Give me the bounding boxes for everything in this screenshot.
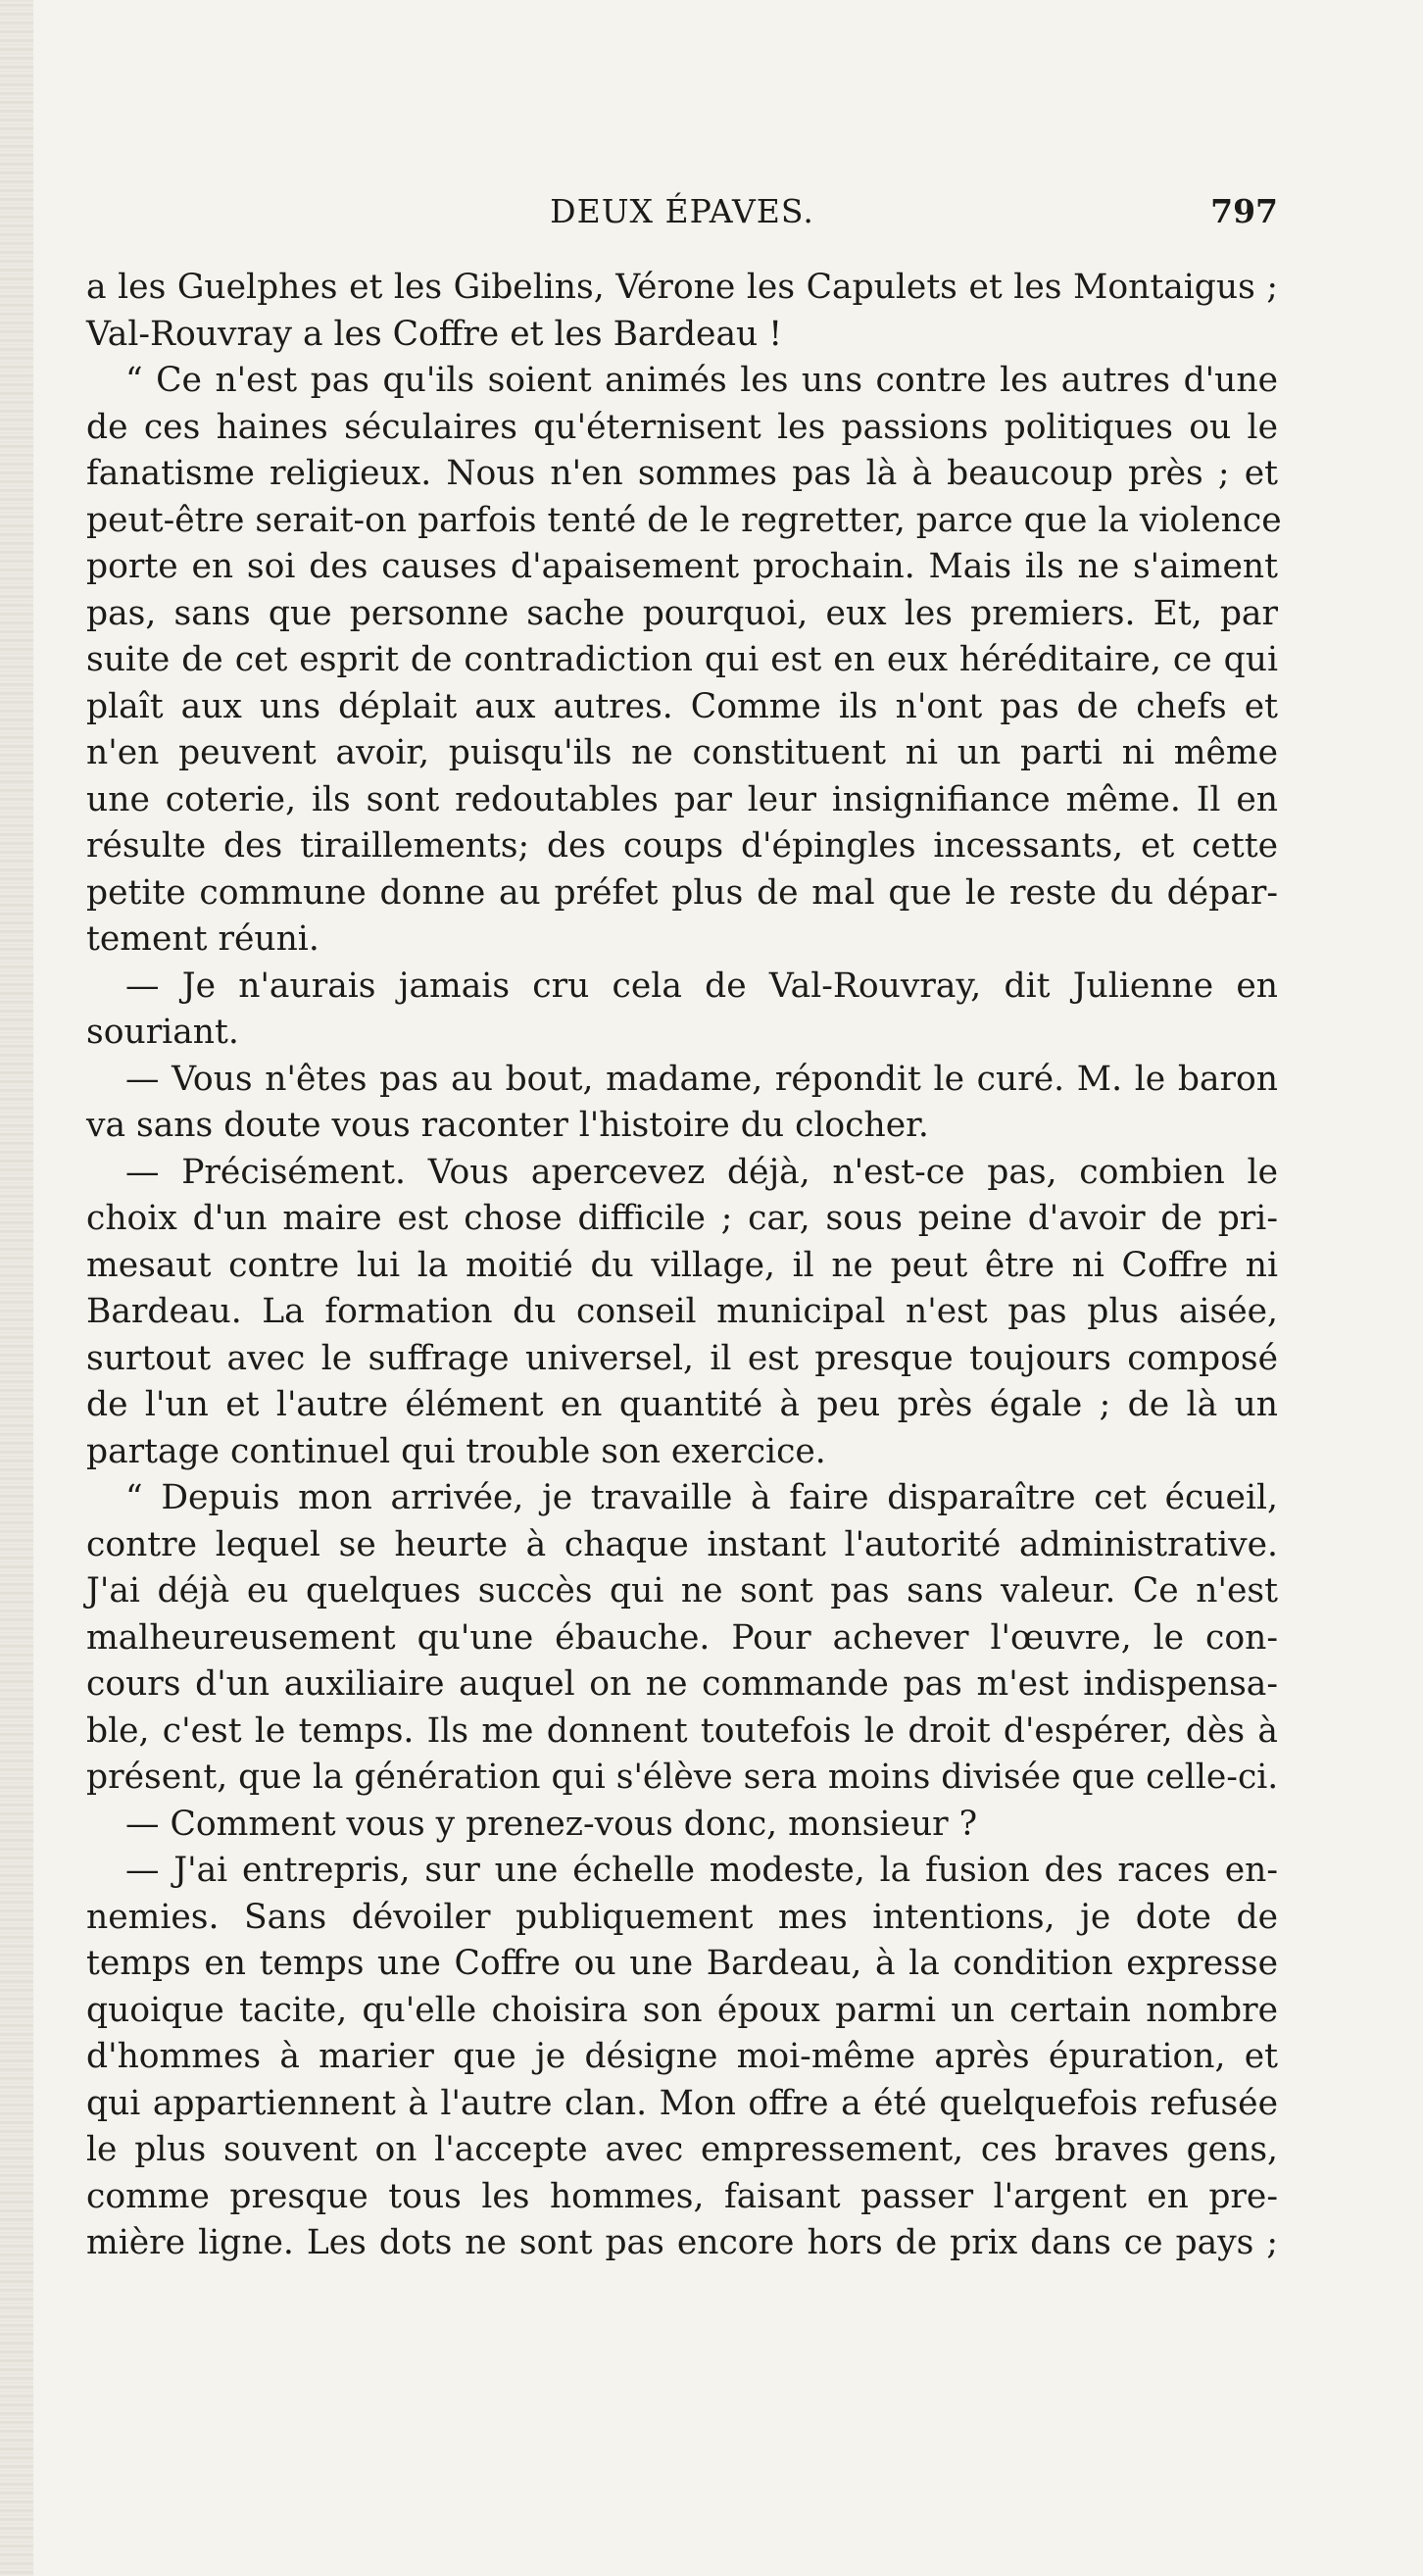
page-number: 797 bbox=[1210, 192, 1278, 230]
running-title: DEUX ÉPAVES. bbox=[550, 192, 814, 230]
text-line: de ces haines séculaires qu'éternisent les passions politiques ou le bbox=[86, 407, 1278, 447]
text-line: — Vous n'êtes pas au bout, madame, répondit le curé. M. le baron bbox=[125, 1059, 1278, 1099]
body-text bbox=[86, 265, 1282, 2267]
text-line: tement réuni. bbox=[86, 919, 319, 959]
text-line: “ Depuis mon arrivée, je travaille à faire disparaître cet écueil, bbox=[125, 1478, 1278, 1517]
text-line: souriant. bbox=[86, 1013, 239, 1052]
text-line: — J'ai entrepris, sur une échelle modeste, la fusion des races en- bbox=[125, 1851, 1278, 1890]
text-line: peut-être serait-on parfois tenté de le regretter, parce que la violence bbox=[86, 500, 1282, 540]
text-line: plaît aux uns déplait aux autres. Comme ils n'ont pas de chefs et bbox=[86, 686, 1278, 726]
text-line: — Je n'aurais jamais cru cela de Val-Rouvray, dit Julienne en bbox=[125, 966, 1278, 1006]
text-line: malheureusement qu'une ébauche. Pour achever l'œuvre, le con- bbox=[86, 1617, 1278, 1658]
text-line: cours d'un auxiliaire auquel on ne commande pas m'est indispensa- bbox=[86, 1664, 1278, 1704]
text-line: mière ligne. Les dots ne sont pas encore hors de prix dans ce pays ; bbox=[86, 2223, 1278, 2262]
text-line: fanatisme religieux. Nous n'en sommes pas là à beaucoup près ; et bbox=[86, 454, 1278, 493]
text-line: nemies. Sans dévoiler publiquement mes intentions, je dote de bbox=[86, 1897, 1278, 1937]
text-line: J'ai déjà eu quelques succès qui ne sont pas sans valeur. Ce n'est bbox=[86, 1571, 1278, 1610]
text-line: contre lequel se heurte à chaque instant l'autorité administrative. bbox=[86, 1524, 1278, 1564]
text-line: résulte des tiraillements; des coups d'épingles incessants, et cette bbox=[86, 826, 1278, 866]
text-line: n'en peuvent avoir, puisqu'ils ne constituent ni un parti ni même bbox=[86, 733, 1278, 772]
text-line: Bardeau. La formation du conseil municipal n'est pas plus aisée, bbox=[86, 1292, 1278, 1331]
text-line: a les Guelphes et les Gibelins, Vérone les Capulets et les Montaigus ; bbox=[86, 268, 1278, 307]
text-line: pas, sans que personne sache pourquoi, eux les premiers. Et, par bbox=[86, 593, 1278, 633]
page-header bbox=[86, 192, 1278, 241]
text-line: “ Ce n'est pas qu'ils soient animés les uns contre les autres d'une bbox=[125, 361, 1278, 400]
text-line: suite de cet esprit de contradiction qui est en eux héréditaire, ce qui bbox=[86, 640, 1278, 679]
text-line: temps en temps une Coffre ou une Bardeau, à la condition expresse bbox=[86, 1944, 1278, 1983]
text-line: porte en soi des causes d'apaisement prochain. Mais ils ne s'aiment bbox=[86, 547, 1278, 586]
text-line: le plus souvent on l'accepte avec empressement, ces braves gens, bbox=[86, 2130, 1278, 2169]
text-line: une coterie, ils sont redoutables par leur insignifiance même. Il en bbox=[86, 779, 1278, 819]
text-line: — Précisément. Vous apercevez déjà, n'est-ce pas, combien le bbox=[125, 1152, 1278, 1192]
text-line: petite commune donne au préfet plus de mal que le reste du dépar- bbox=[86, 872, 1278, 913]
text-line: de l'un et l'autre élément en quantité à peu près égale ; de là un bbox=[86, 1385, 1278, 1424]
text-line: comme presque tous les hommes, faisant passer l'argent en pre- bbox=[86, 2176, 1278, 2216]
text-line: surtout avec le suffrage universel, il est presque toujours composé bbox=[86, 1338, 1278, 1378]
text-line: ble, c'est le temps. Ils me donnent toutefois le droit d'espérer, dès à bbox=[86, 1710, 1278, 1751]
text-line: d'hommes à marier que je désigne moi-même après épuration, et bbox=[86, 2037, 1278, 2076]
text-line: présent, que la génération qui s'élève sera moins divisée que celle-ci. bbox=[86, 1758, 1279, 1797]
text-line: partage continuel qui trouble son exercice. bbox=[86, 1431, 826, 1471]
text-line: va sans doute vous raconter l'histoire du clocher. bbox=[86, 1106, 929, 1145]
text-line: Val-Rouvray a les Coffre et les Bardeau ! bbox=[86, 314, 783, 354]
text-line: qui appartiennent à l'autre clan. Mon offre a été quelquefois refusée bbox=[86, 2083, 1278, 2123]
text-line: quoique tacite, qu'elle choisira son époux parmi un certain nombre bbox=[86, 1990, 1278, 2030]
text-line: choix d'un maire est chose difficile ; car, sous peine d'avoir de pri- bbox=[86, 1199, 1278, 1238]
text-line: — Comment vous y prenez-vous donc, monsieur ? bbox=[125, 1804, 978, 1844]
text-line: mesaut contre lui la moitié du village, il ne peut être ni Coffre ni bbox=[86, 1245, 1278, 1285]
page-gutter-shadow bbox=[0, 0, 33, 2576]
